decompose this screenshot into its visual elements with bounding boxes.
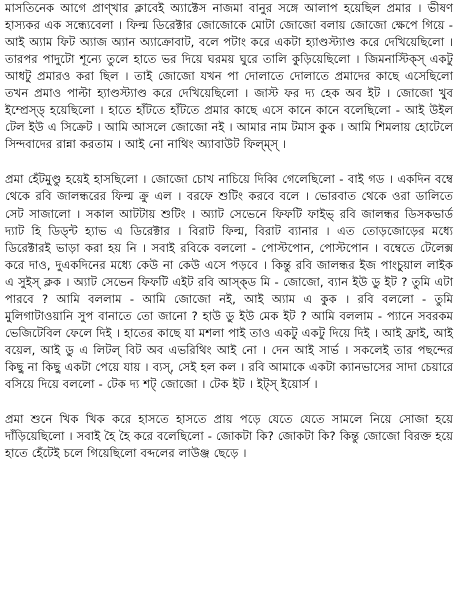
paragraph-2: প্রমা হেঁটমুণ্ডু হয়েই হাসছিলো । জোজো চোখ নাচিয়ে দিব্বি গেলেছিলো - বাই গড । একদিন বম্বে থেকে রবি জালন্ধরের ফিল্ম ক্রু এল । বরফে শুটিং করবে বলে । ভোরবাত থেকে ওরা ডালিতে সেট সাজালো । সকাল আটটায় শুটিং । অ্যাট সেভেনে ফিফটি ফাইভ্ রবি জালন্ধর ডিসকভার্ড দ্যাট হি ডিড্ন্ট হ্যাভ এ ডিরেক্টার । বিরাট ফিল্ম, বিরাট ব্যানার । এত তোড়জোড়ের মধ্যে ডিরেক্টারই ভাড়া করা হয় নি । সবাই রবিকে বললো - পোস্টপোন, পোস্টপোন । বম্বেতে টেলেক্স করে দাও, দুএকদিনের মধ্যে কেউ না কেউ এসে পড়বে । কিন্তু রবি জালন্ধর ইজ পাংচুয়াল লাইক এ সুইস্ ক্লক । অ্যাট সেভেন ফিফটি এইট রবি আস্ক্‌ড মি - জোজো, ব্যান ইউ ডু ইট ? তুমি এটা পারবে ? আমি বললাম - আমি জোজো নই, আই অ্যাম এ কুক । রবি বললো - তুমি মুলিগাটাওয়ানি সুপ বানাতে তো জানো ? হাউ ডু ইউ মেক ইট ? আমি বললাম - প্যানে সবরকম ভেজিটেবিল ফেলে দিই । হাতের কাছে যা মশলা পাই তাও একটু একটু দিয়ে দিই । আই ফ্রাই, আই বয়েল, আই ডু এ লিটল্ বিট অব এভরিথিং আই নো । দেন আই সার্ভ । সকলেই তার পছন্দের কিছু না কিছু একটা পেয়ে যায় । ব্যস্, সেই হল কল । রবি আমাকে একটা ক্যানভাসের সাদা চেয়ারে বসিয়ে দিয়ে বললো - টেক দ্য শট্ জোজো । টেক ইট । ইট্স্ ইয়োর্স । <box>5 172 453 391</box>
paragraph-1: মাসতিনেক আগে প্রাণ্খার ক্লাবেই অ্যাক্টেস নাজমা বানুর সঙ্গে আলাপ হয়েছিল প্রমার । ভীষণ হাস্যকর এক সন্ধ্যেবেলা । ফিল্ম ডিরেক্টার জোজোকে মোটা জোজো বলায় জোজো ক্ষেপে গিয়ে - আই অ্যাম ফিট অ্যাজ অ্যান অ্যাক্রোবাট, বলে পটাং করে একটা হ্যাণ্ডস্ট্যাণ্ড করে দেখিয়েছিলো । তারপর পাদুটো শূন্যে তুলে হাতে ভর দিয়ে ঘরময় ঘুরে তালি কুড়িয়েছিলো । জিমনাস্টিক্স্ একটু আধটু প্রমারও করা ছিল । তাই জোজো যখন পা দোলাতে দোলাতে প্রমাদের কাছে এসেছিলো তখন প্রমাও পাল্টা হ্যাণ্ডস্ট্যাণ্ড করে দেখিয়েছিলো । জাস্ট ফর দ্য হেক অব ইট । জোজো খুব ইম্প্রেস্‌ড্ হয়েছিলো । হাতে হাঁটতে হাঁটতে প্রমার কাছে এসে কানে কানে বলেছিলো - আই উইল টেল ইউ এ সিক্রেট । আমি আসলে জোজো নই । আমার নাম টমাস কুক । আমি শিমলায় হোটেলে সিন্দবাদের রান্না করতাম । আই নো নাথিং অ্যাবাউট ফিল্ম্স্ । <box>5 1 453 152</box>
paragraph-3: প্রমা শুনে খিক খিক করে হাসতে হাসতে প্রায় পড়ে যেতে যেতে সামলে নিয়ে সোজা হয়ে দাঁড়িয়েছিলো । সবাই হৈ হৈ করে বলেছিলো - জোকটা কি? জোকটা কি? কিন্তু জোজো বিরক্ত হয়ে হাতে হেঁটেই চলে গিয়েছিলো বব্দলের লাউঞ্জ ছেড়ে । <box>5 412 453 461</box>
